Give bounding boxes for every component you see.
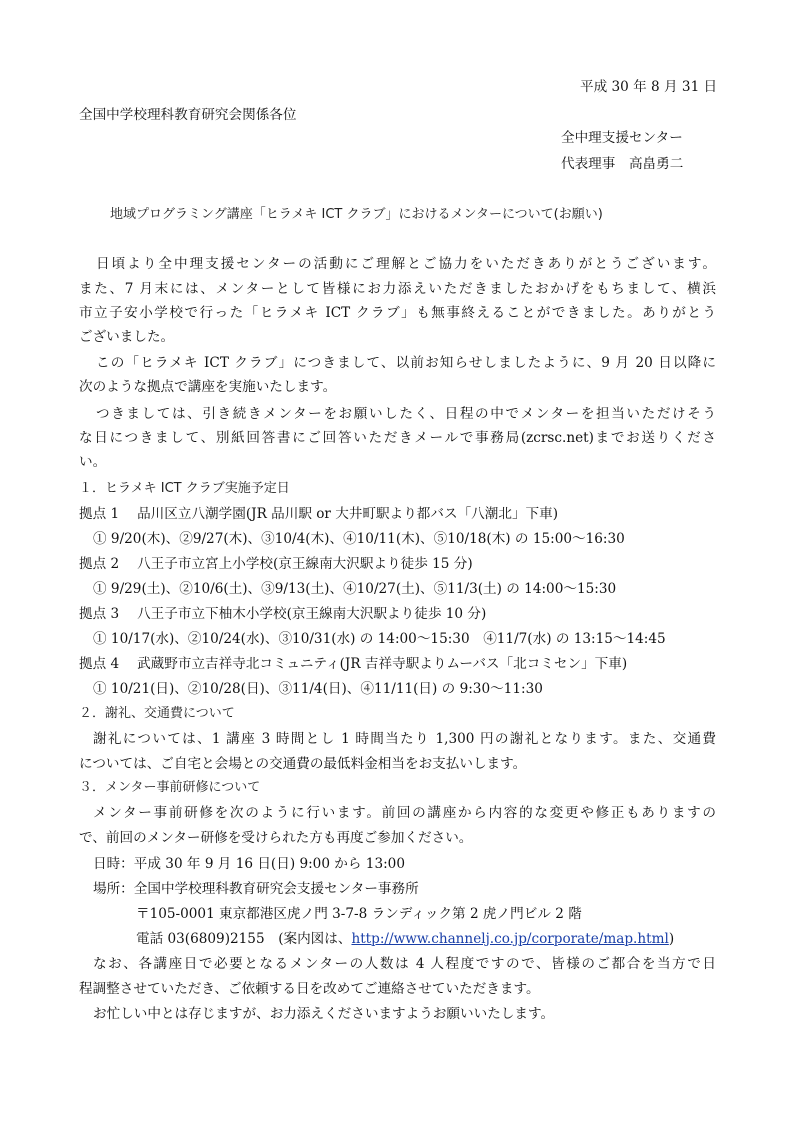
intro-line: ございました。 [79,329,175,345]
section-heading: ３．メンター事前研修について [79,780,261,795]
map-link[interactable]: http://www.channelj.co.jp/corporate/map.html [351,931,669,947]
intro-line: また、7 月末には、メンターとして皆様にお力添えいただきましたおかげをもちまして、横浜 [79,281,716,297]
date: 平成 30 年 8 月 31 日 [580,79,718,95]
intro-line: つきましては、引き続きメンターをお願いしたく、日程の中でメンターを担当いただけそう [96,406,716,422]
base-dates: ① 9/29(土)、②10/6(土)、③9/13(土)、④10/27(土)、⑤11/3(土) の 14:00～15:30 [93,581,617,597]
base-name: 拠点 3 八王子市立下柚木小学校(京王線南大沢駅より徒歩 10 分) [79,606,487,622]
body-line: メンター事前研修を次のように行います。前回の講座から内容的な変更や修正もありますの [93,805,716,821]
base-name: 拠点 1 品川区立八潮学園(JR 品川駅 or 大井町駅より都バス「八潮北」下車) [79,506,559,522]
base-name: 拠点 2 八王子市立宮上小学校(京王線南大沢駅より徒歩 15 分) [79,556,473,572]
page-title: 地域プログラミング講座「ヒラメキ ICT クラブ」におけるメンターについて(お願い) [110,207,603,222]
base-dates: ① 10/21(日)、②10/28(日)、③11/4(日)、④11/11(日) の 9:30～11:30 [93,681,543,697]
base-dates: ① 9/20(木)、②9/27(木)、③10/4(木)、④10/11(木)、⑤10/18(木) の 15:00～16:30 [93,531,625,547]
sender-org: 全中理支援センター [561,130,683,146]
intro-line: 次のような拠点で講座を実施いたします。 [79,379,337,395]
sender-name: 代表理事 高畠勇二 [561,156,684,172]
base-name: 拠点 4 武蔵野市立吉祥寺北コミュニティ(JR 吉祥寺駅よりムーバス「北コミセン」下車) [79,656,628,672]
training-place: 場所：全国中学校理科教育研究会支援センター事務所 [93,881,419,897]
recipient: 全国中学校理科教育研究会関係各位 [79,107,297,123]
section-heading: １．ヒラメキ ICT クラブ実施予定日 [79,481,290,496]
training-datetime: 日時：平成 30 年 9 月 16 日(日) 9:00 から 13:00 [93,856,405,872]
body-line: については、ご自宅と会場との交通費の最低料金相当をお支払いします。 [79,756,527,772]
intro-line: な日につきまして、別紙回答書にご回答いただきメールで事務局(zcrsc.net)までお送りくださ [79,430,716,446]
training-phone: 電話 03(6809)2155 (案内図は、 [136,931,352,947]
closing-line: なお、各講座日で必要となるメンターの人数は 4 人程度ですので、皆様のご都合を当方で日 [93,956,716,972]
section-heading: ２．謝礼、交通費について [79,706,235,721]
intro-line: 日頃より全中理支援センターの活動にご理解とご協力をいただきありがとうございます。 [96,256,716,272]
paren-close: ) [668,931,675,947]
training-address: 〒105-0001 東京都港区虎ノ門 3-7-8 ランディック第 2 虎ノ門ビル 2 階 [136,906,582,922]
intro-line: この「ヒラメキ ICT クラブ」につきまして、以前お知らせしましたように、9 月 20 日以降に [96,355,716,371]
training-phone-line [136,930,674,948]
intro-line: い。 [79,454,107,470]
closing-line: 程調整させていただき、ご依頼する日を改めてご連絡させていただきます。 [79,981,540,997]
closing-line: お忙しい中とは存じますが、お力添えくださいますようお願いいたします。 [93,1006,555,1022]
body-line: 謝礼については、1 講座 3 時間とし 1 時間当たり 1,300 円の謝礼となります。また、交通費 [93,731,716,747]
base-dates: ① 10/17(水)、②10/24(水)、③10/31(水) の 14:00～15:30 ④11/7(水) の 13:15～14:45 [93,631,666,647]
body-line: で、前回のメンター研修を受けられた方も再度ご参加ください。 [79,830,473,846]
intro-line: 市立子安小学校で行った「ヒラメキ ICT クラブ」も無事終えることができました。ありがとう [79,305,716,321]
